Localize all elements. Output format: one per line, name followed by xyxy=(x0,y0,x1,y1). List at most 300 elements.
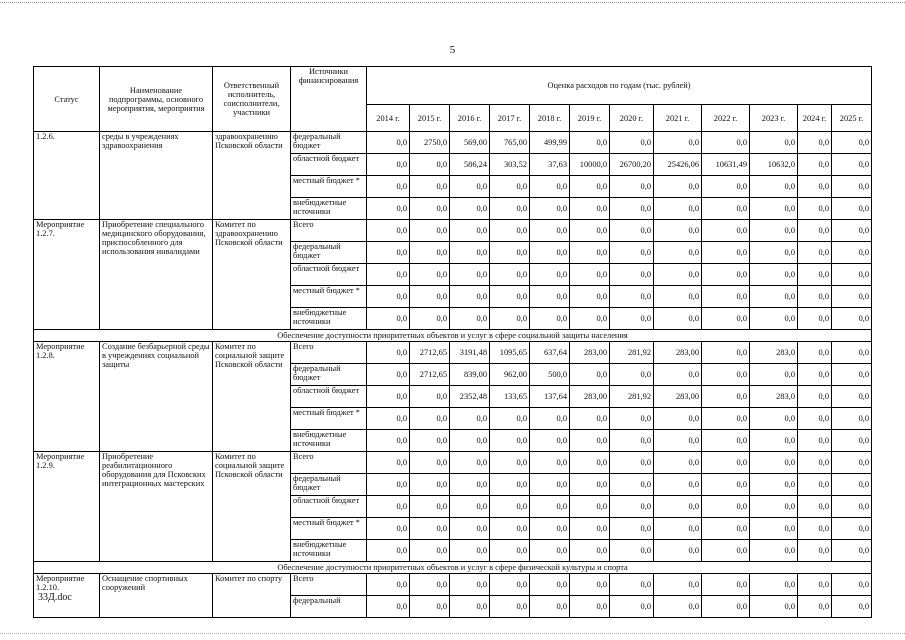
expense-value: 0,0 xyxy=(610,474,654,496)
expense-value: 0,0 xyxy=(367,386,410,408)
expense-value: 0,0 xyxy=(570,518,610,540)
expense-value: 0,0 xyxy=(750,176,798,198)
expense-value: 0,0 xyxy=(798,408,832,430)
expense-value: 0,0 xyxy=(702,496,750,518)
expense-value: 0,0 xyxy=(798,540,832,562)
expense-value: 586,24 xyxy=(450,154,490,176)
expense-value: 0,0 xyxy=(410,264,450,286)
expense-value: 0,0 xyxy=(702,474,750,496)
expense-value: 0,0 xyxy=(702,198,750,220)
expense-value: 0,0 xyxy=(530,430,570,452)
expense-value: 0,0 xyxy=(410,198,450,220)
expense-value: 962,00 xyxy=(490,364,530,386)
expense-value: 500,0 xyxy=(530,364,570,386)
expense-value: 0,0 xyxy=(610,132,654,154)
expense-value: 0,0 xyxy=(610,430,654,452)
expense-value: 0,0 xyxy=(832,364,872,386)
expense-value: 0,0 xyxy=(530,452,570,474)
expense-value: 0,0 xyxy=(410,154,450,176)
expense-value: 0,0 xyxy=(702,342,750,364)
expense-value: 0,0 xyxy=(702,408,750,430)
header-year: 2020 г. xyxy=(610,105,654,132)
expense-value: 0,0 xyxy=(450,518,490,540)
measure-name: Создание безбарьерной среды в учреждениях социальной защиты xyxy=(100,342,213,452)
header-year: 2014 г. xyxy=(367,105,410,132)
expense-value: 1095,65 xyxy=(490,342,530,364)
expense-value: 0,0 xyxy=(450,540,490,562)
expense-value: 283,0 xyxy=(750,342,798,364)
expense-value: 0,0 xyxy=(832,496,872,518)
expense-value: 0,0 xyxy=(490,474,530,496)
expense-value: 283,00 xyxy=(654,342,702,364)
expense-value: 0,0 xyxy=(410,596,450,618)
expense-value: 0,0 xyxy=(798,198,832,220)
expense-value: 0,0 xyxy=(654,308,702,330)
expense-value: 0,0 xyxy=(702,518,750,540)
expense-value: 0,0 xyxy=(610,408,654,430)
expense-value: 0,0 xyxy=(570,596,610,618)
table-row xyxy=(34,574,872,596)
expense-value: 0,0 xyxy=(750,430,798,452)
expense-value: 0,0 xyxy=(798,452,832,474)
header-year: 2023 г. xyxy=(750,105,798,132)
measure-responsible: Комитет по здравоохранению Псковской области xyxy=(213,220,291,330)
expense-value: 0,0 xyxy=(610,574,654,596)
expense-value: 0,0 xyxy=(367,176,410,198)
table-row xyxy=(34,132,872,154)
expense-value: 0,0 xyxy=(450,198,490,220)
measure-responsible: Комитет по социальной защите Псковской области xyxy=(213,342,291,452)
funding-source: областной бюджет xyxy=(291,386,367,408)
expense-value: 0,0 xyxy=(654,132,702,154)
table-row xyxy=(34,220,872,242)
expense-value: 0,0 xyxy=(832,518,872,540)
expense-value: 2352,48 xyxy=(450,386,490,408)
expense-value: 0,0 xyxy=(570,286,610,308)
expense-value: 0,0 xyxy=(750,408,798,430)
expense-value: 0,0 xyxy=(410,308,450,330)
expense-value: 0,0 xyxy=(654,242,702,264)
funding-source: областной бюджет xyxy=(291,264,367,286)
expense-value: 0,0 xyxy=(702,132,750,154)
expense-value: 0,0 xyxy=(798,308,832,330)
scan-top-edge xyxy=(0,2,905,3)
expense-value: 0,0 xyxy=(610,518,654,540)
measure-name: Оснащение спортивных сооружений xyxy=(100,574,213,618)
expense-value: 0,0 xyxy=(490,540,530,562)
funding-source: федеральный xyxy=(291,596,367,618)
header-year: 2024 г. xyxy=(798,105,832,132)
expense-value: 0,0 xyxy=(702,430,750,452)
funding-source: федеральный бюджет xyxy=(291,242,367,264)
expense-value: 137,64 xyxy=(530,386,570,408)
expense-value: 0,0 xyxy=(702,386,750,408)
expense-value: 0,0 xyxy=(702,596,750,618)
expense-value: 0,0 xyxy=(610,452,654,474)
expense-value: 0,0 xyxy=(367,198,410,220)
expense-value: 0,0 xyxy=(530,308,570,330)
expense-value: 0,0 xyxy=(702,540,750,562)
expense-value: 0,0 xyxy=(490,242,530,264)
funding-source: федеральный бюджет xyxy=(291,132,367,154)
expense-value: 0,0 xyxy=(367,540,410,562)
expense-value: 0,0 xyxy=(570,474,610,496)
expense-value: 0,0 xyxy=(750,242,798,264)
expense-value: 0,0 xyxy=(450,176,490,198)
expense-value: 0,0 xyxy=(654,518,702,540)
expense-value: 0,0 xyxy=(610,308,654,330)
expense-value: 0,0 xyxy=(750,264,798,286)
funding-source: Всего xyxy=(291,574,367,596)
expense-value: 0,0 xyxy=(530,176,570,198)
expense-value: 0,0 xyxy=(832,386,872,408)
expense-value: 0,0 xyxy=(702,176,750,198)
section-heading: Обеспечение доступности приоритетных объектов и услуг в сфере социальной защиты населения xyxy=(34,330,872,342)
expense-value: 0,0 xyxy=(832,308,872,330)
header-year: 2021 г. xyxy=(654,105,702,132)
expense-value: 0,0 xyxy=(570,176,610,198)
expense-value: 0,0 xyxy=(654,474,702,496)
funding-source: местный бюджет * xyxy=(291,176,367,198)
expense-value: 0,0 xyxy=(798,132,832,154)
expense-value: 0,0 xyxy=(610,540,654,562)
page-number: 5 xyxy=(449,44,456,56)
header-year: 2018 г. xyxy=(530,105,570,132)
header-sources: Источники финансирования xyxy=(291,67,367,132)
expense-value: 0,0 xyxy=(654,596,702,618)
expense-value: 0,0 xyxy=(750,518,798,540)
expense-value: 0,0 xyxy=(654,220,702,242)
header-year: 2017 г. xyxy=(490,105,530,132)
expense-value: 0,0 xyxy=(570,408,610,430)
expense-value: 0,0 xyxy=(702,452,750,474)
expense-value: 0,0 xyxy=(570,220,610,242)
expense-value: 0,0 xyxy=(450,496,490,518)
expense-value: 0,0 xyxy=(798,496,832,518)
expense-value: 0,0 xyxy=(832,264,872,286)
expense-value: 0,0 xyxy=(367,474,410,496)
expense-value: 0,0 xyxy=(367,154,410,176)
expense-value: 0,0 xyxy=(610,220,654,242)
expense-value: 0,0 xyxy=(750,364,798,386)
expense-value: 0,0 xyxy=(490,452,530,474)
expense-value: 2712,65 xyxy=(410,364,450,386)
expense-value: 0,0 xyxy=(410,474,450,496)
expense-value: 0,0 xyxy=(702,242,750,264)
measure-responsible: здравоохранению Псковской области xyxy=(213,132,291,220)
funding-source: внебюджетные источники xyxy=(291,198,367,220)
expense-value: 281,92 xyxy=(610,342,654,364)
expense-value: 0,0 xyxy=(490,176,530,198)
expense-value: 0,0 xyxy=(610,176,654,198)
expense-value: 0,0 xyxy=(610,198,654,220)
expense-value: 0,0 xyxy=(654,430,702,452)
expense-value: 637,64 xyxy=(530,342,570,364)
expense-value: 0,0 xyxy=(410,242,450,264)
section-heading: Обеспечение доступности приоритетных объектов и услуг в сфере физической культуры и спорта xyxy=(34,562,872,574)
expense-value: 0,0 xyxy=(702,264,750,286)
expense-value: 0,0 xyxy=(798,574,832,596)
expense-value: 0,0 xyxy=(570,132,610,154)
header-status: Статус xyxy=(34,67,100,132)
expense-value: 0,0 xyxy=(410,430,450,452)
expense-value: 0,0 xyxy=(490,220,530,242)
table-row xyxy=(34,452,872,474)
expense-value: 25426,06 xyxy=(654,154,702,176)
measure-name: среды в учреждениях здравоохранения xyxy=(100,132,213,220)
expense-value: 0,0 xyxy=(367,408,410,430)
section-heading-row xyxy=(34,330,872,342)
expense-value: 0,0 xyxy=(798,430,832,452)
footer-filename: 33Д.doc xyxy=(38,592,72,603)
expense-value: 0,0 xyxy=(654,264,702,286)
header-year: 2016 г. xyxy=(450,105,490,132)
expense-value: 0,0 xyxy=(367,596,410,618)
expense-value: 839,00 xyxy=(450,364,490,386)
expense-value: 0,0 xyxy=(450,286,490,308)
expense-value: 0,0 xyxy=(570,264,610,286)
expense-value: 0,0 xyxy=(702,308,750,330)
expense-value: 0,0 xyxy=(367,452,410,474)
expense-value: 0,0 xyxy=(798,242,832,264)
expense-value: 303,52 xyxy=(490,154,530,176)
expense-value: 0,0 xyxy=(610,242,654,264)
expense-value: 281,92 xyxy=(610,386,654,408)
measure-status: Мероприятие 1.2.8. xyxy=(34,342,100,452)
expense-value: 0,0 xyxy=(654,364,702,386)
scan-bottom-edge xyxy=(0,633,905,634)
expense-value: 0,0 xyxy=(610,596,654,618)
expense-value: 0,0 xyxy=(832,540,872,562)
expense-value: 0,0 xyxy=(530,496,570,518)
expense-value: 0,0 xyxy=(750,540,798,562)
expense-value: 0,0 xyxy=(654,176,702,198)
expense-value: 0,0 xyxy=(750,308,798,330)
expense-value: 0,0 xyxy=(798,474,832,496)
expense-value: 0,0 xyxy=(367,496,410,518)
expense-value: 0,0 xyxy=(832,198,872,220)
expense-value: 0,0 xyxy=(490,308,530,330)
expense-value: 26700,20 xyxy=(610,154,654,176)
expense-value: 0,0 xyxy=(832,342,872,364)
expense-value: 0,0 xyxy=(367,574,410,596)
funding-source: Всего xyxy=(291,220,367,242)
header-year: 2019 г. xyxy=(570,105,610,132)
expense-value: 0,0 xyxy=(530,242,570,264)
measure-status: Мероприятие 1.2.7. xyxy=(34,220,100,330)
expense-value: 0,0 xyxy=(832,596,872,618)
funding-source: местный бюджет * xyxy=(291,408,367,430)
expense-value: 0,0 xyxy=(450,220,490,242)
header-responsible: Ответственный исполнитель, соисполнители, участники xyxy=(213,67,291,132)
expense-value: 0,0 xyxy=(798,386,832,408)
expense-value: 0,0 xyxy=(654,574,702,596)
expense-value: 0,0 xyxy=(490,574,530,596)
expense-value: 0,0 xyxy=(410,286,450,308)
expense-value: 0,0 xyxy=(798,286,832,308)
expense-value: 0,0 xyxy=(490,518,530,540)
funding-source: внебюджетные источники xyxy=(291,308,367,330)
expense-value: 0,0 xyxy=(530,574,570,596)
expense-value: 0,0 xyxy=(450,430,490,452)
expense-value: 0,0 xyxy=(750,574,798,596)
expense-value: 0,0 xyxy=(570,496,610,518)
expense-value: 0,0 xyxy=(798,364,832,386)
expense-value: 0,0 xyxy=(750,496,798,518)
expense-value: 0,0 xyxy=(832,286,872,308)
expense-value: 283,00 xyxy=(570,342,610,364)
expense-value: 0,0 xyxy=(367,342,410,364)
expense-value: 0,0 xyxy=(702,220,750,242)
expense-value: 0,0 xyxy=(530,264,570,286)
expense-value: 0,0 xyxy=(450,308,490,330)
expense-value: 0,0 xyxy=(490,264,530,286)
funding-source: федеральный бюджет xyxy=(291,364,367,386)
expense-value: 765,00 xyxy=(490,132,530,154)
funding-source: местный бюджет * xyxy=(291,286,367,308)
table-row xyxy=(34,342,872,364)
expense-value: 0,0 xyxy=(570,430,610,452)
expense-value: 0,0 xyxy=(832,176,872,198)
expense-value: 10000,0 xyxy=(570,154,610,176)
expense-value: 283,00 xyxy=(570,386,610,408)
expense-value: 0,0 xyxy=(570,364,610,386)
expense-value: 0,0 xyxy=(530,220,570,242)
expense-value: 0,0 xyxy=(832,154,872,176)
measure-responsible: Комитет по спорту xyxy=(213,574,291,618)
expense-value: 0,0 xyxy=(367,242,410,264)
expense-value: 0,0 xyxy=(410,386,450,408)
measure-name: Приобретение реабилитационного оборудования для Псковских интеграционных мастерских xyxy=(100,452,213,562)
expense-value: 2712,65 xyxy=(410,342,450,364)
expense-value: 0,0 xyxy=(654,198,702,220)
expense-value: 0,0 xyxy=(750,596,798,618)
expense-value: 0,0 xyxy=(367,364,410,386)
expense-value: 0,0 xyxy=(410,408,450,430)
expense-value: 10632,0 xyxy=(750,154,798,176)
header-year: 2025 г. xyxy=(832,105,872,132)
expense-value: 0,0 xyxy=(654,540,702,562)
expense-value: 0,0 xyxy=(450,474,490,496)
measure-responsible: Комитет по социальной защите Псковской области xyxy=(213,452,291,562)
measure-name: Приобретение специального медицинского оборудования, приспособленного для использования инвалидами xyxy=(100,220,213,330)
expense-value: 0,0 xyxy=(832,132,872,154)
header-year: 2015 г. xyxy=(410,105,450,132)
expense-value: 0,0 xyxy=(750,452,798,474)
expense-value: 0,0 xyxy=(610,286,654,308)
expense-value: 0,0 xyxy=(367,430,410,452)
expense-value: 0,0 xyxy=(570,242,610,264)
funding-source: Всего xyxy=(291,452,367,474)
expense-value: 0,0 xyxy=(570,308,610,330)
expense-value: 0,0 xyxy=(832,574,872,596)
expense-value: 0,0 xyxy=(450,574,490,596)
expense-value: 0,0 xyxy=(832,474,872,496)
expense-value: 0,0 xyxy=(530,198,570,220)
expense-value: 0,0 xyxy=(798,342,832,364)
expense-value: 0,0 xyxy=(410,574,450,596)
header-name: Наименование подпрограммы, основного мероприятия, мероприятия xyxy=(100,67,213,132)
measure-status: Мероприятие 1.2.10. xyxy=(34,574,100,618)
expense-value: 0,0 xyxy=(570,452,610,474)
expense-value: 0,0 xyxy=(798,596,832,618)
expense-value: 0,0 xyxy=(530,540,570,562)
expense-value: 0,0 xyxy=(654,408,702,430)
expense-value: 0,0 xyxy=(530,286,570,308)
expense-value: 0,0 xyxy=(798,518,832,540)
expense-value: 0,0 xyxy=(654,452,702,474)
expense-value: 0,0 xyxy=(798,176,832,198)
header-year: 2022 г. xyxy=(702,105,750,132)
expense-value: 0,0 xyxy=(367,308,410,330)
expense-value: 0,0 xyxy=(654,496,702,518)
expense-value: 3191,48 xyxy=(450,342,490,364)
expense-value: 0,0 xyxy=(750,286,798,308)
expense-value: 0,0 xyxy=(410,452,450,474)
expense-value: 0,0 xyxy=(610,364,654,386)
expense-value: 10631,49 xyxy=(702,154,750,176)
expense-value: 0,0 xyxy=(798,154,832,176)
expense-value: 0,0 xyxy=(450,408,490,430)
funding-source: областной бюджет xyxy=(291,496,367,518)
measure-status: Мероприятие 1.2.9. xyxy=(34,452,100,562)
expense-value: 0,0 xyxy=(610,496,654,518)
expense-value: 0,0 xyxy=(530,596,570,618)
funding-source: местный бюджет * xyxy=(291,518,367,540)
expense-value: 0,0 xyxy=(450,242,490,264)
expense-value: 0,0 xyxy=(832,242,872,264)
expense-value: 0,0 xyxy=(530,408,570,430)
expense-value: 37,63 xyxy=(530,154,570,176)
expense-value: 0,0 xyxy=(367,286,410,308)
expense-value: 2750,0 xyxy=(410,132,450,154)
expense-value: 0,0 xyxy=(610,264,654,286)
expense-value: 0,0 xyxy=(570,198,610,220)
expenditure-table xyxy=(33,66,872,618)
expense-value: 0,0 xyxy=(410,220,450,242)
expense-value: 0,0 xyxy=(832,430,872,452)
expense-value: 0,0 xyxy=(530,518,570,540)
funding-source: областной бюджет xyxy=(291,154,367,176)
expense-value: 0,0 xyxy=(490,198,530,220)
expense-value: 0,0 xyxy=(702,364,750,386)
expense-value: 0,0 xyxy=(654,286,702,308)
expense-value: 0,0 xyxy=(750,198,798,220)
expense-value: 569,00 xyxy=(450,132,490,154)
funding-source: федеральный бюджет xyxy=(291,474,367,496)
expense-value: 133,65 xyxy=(490,386,530,408)
expense-value: 0,0 xyxy=(490,286,530,308)
expense-value: 0,0 xyxy=(570,540,610,562)
expense-value: 283,00 xyxy=(654,386,702,408)
expense-value: 0,0 xyxy=(410,540,450,562)
expense-value: 0,0 xyxy=(490,596,530,618)
expense-value: 0,0 xyxy=(410,518,450,540)
expense-value: 0,0 xyxy=(410,176,450,198)
expense-value: 0,0 xyxy=(798,220,832,242)
expense-value: 499,99 xyxy=(530,132,570,154)
expense-value: 283,0 xyxy=(750,386,798,408)
expense-value: 0,0 xyxy=(367,264,410,286)
funding-source: Всего xyxy=(291,342,367,364)
measure-status: 1.2.6. xyxy=(34,132,100,220)
funding-source: внебюджетные источники xyxy=(291,540,367,562)
section-heading-row xyxy=(34,562,872,574)
expense-value: 0,0 xyxy=(832,408,872,430)
expense-value: 0,0 xyxy=(702,574,750,596)
expense-value: 0,0 xyxy=(530,474,570,496)
expense-value: 0,0 xyxy=(750,132,798,154)
